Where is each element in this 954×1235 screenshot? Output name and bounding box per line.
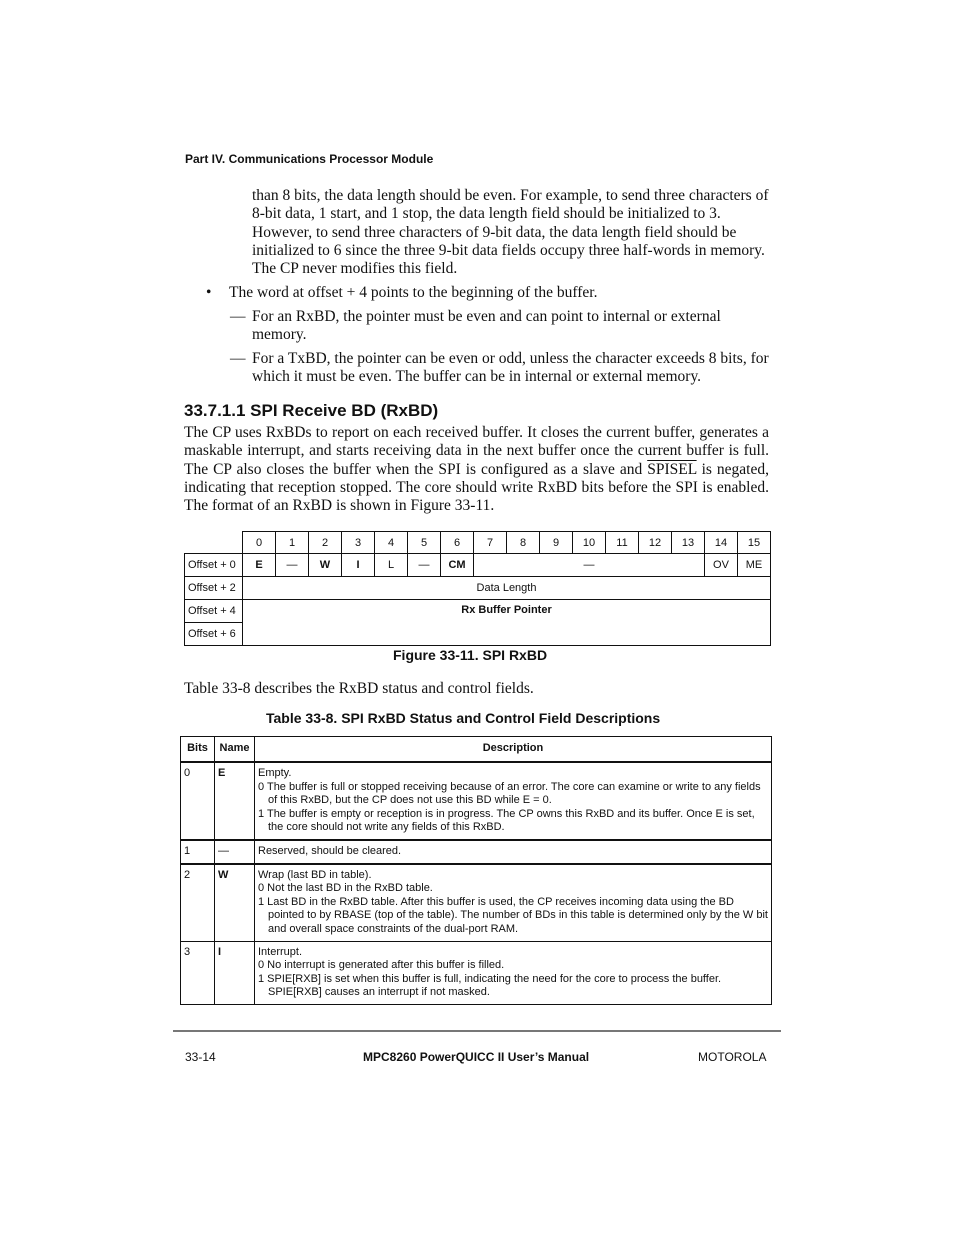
field-e: E xyxy=(243,554,276,577)
running-header: Part IV. Communications Processor Module xyxy=(185,152,434,166)
offset-label: Offset + 4 xyxy=(185,600,243,623)
offset-label: Offset + 6 xyxy=(185,623,243,646)
description-item: 0 No interrupt is generated after this buffer is filled. xyxy=(258,959,505,972)
table-row xyxy=(181,864,772,941)
table-title: Table 33-8. SPI RxBD Status and Control Field Descriptions xyxy=(266,710,661,726)
offset-0-row xyxy=(185,554,771,577)
intro-paragraph: than 8 bits, the data length should be even. For example, to send three characters of 8-bit data, 1 start, and 1 stop, the data length field should be initialized to 3. However, to send three characters of 9-bit data, the data length field should be initialized to 6 since the three 9-bit data fields occupy three half-words in memory. The CP never modifies this field. xyxy=(252,187,769,278)
offset-2-row xyxy=(185,577,771,600)
row-description xyxy=(255,762,772,840)
row-bits: 0 xyxy=(181,762,215,840)
description-title: Wrap (last BD in table). xyxy=(258,868,372,881)
rxbd-bit-diagram xyxy=(184,531,771,646)
row-name: I xyxy=(215,941,255,1004)
field-description-table xyxy=(180,736,772,1005)
bit-number: 14 xyxy=(705,532,738,554)
header-bits: Bits xyxy=(181,737,215,763)
table-row xyxy=(181,840,772,864)
bit-number: 11 xyxy=(606,532,639,554)
row-bits: 1 xyxy=(181,840,215,864)
company-name: MOTOROLA xyxy=(698,1050,767,1064)
table-intro: Table 33-8 describes the RxBD status and control fields. xyxy=(184,680,534,697)
field-cm: CM xyxy=(441,554,474,577)
field-w: W xyxy=(309,554,342,577)
field-l: L xyxy=(375,554,408,577)
description-item: 0 The buffer is full or stopped receiving because of an error. The core can examine or write to any fields of this RxBD, but the CP does not use this BD while E = 0. xyxy=(258,780,761,807)
bit-number: 0 xyxy=(243,532,276,554)
bullet-item xyxy=(206,284,769,302)
description-title: Interrupt. xyxy=(258,945,303,958)
data-length-field: Data Length xyxy=(243,577,771,600)
row-bits: 2 xyxy=(181,864,215,941)
description-title: Empty. xyxy=(258,767,292,779)
field-ov: OV xyxy=(705,554,738,577)
bit-number: 4 xyxy=(375,532,408,554)
manual-title: MPC8260 PowerQUICC II User’s Manual xyxy=(363,1050,590,1064)
body-text: The CP uses RxBDs to report on each received buffer. It closes the current buffer, generates a maskable interrupt, and starts receiving data in the next buffer once the current buffer is full. The CP also closes the buffer when the SPI is configured as a slave and xyxy=(184,424,769,478)
bit-number: 1 xyxy=(276,532,309,554)
bit-number: 7 xyxy=(474,532,507,554)
description-title: Reserved, should be cleared. xyxy=(258,844,402,857)
offset-4-row xyxy=(185,600,771,623)
header-name: Name xyxy=(215,737,255,763)
buffer-pointer-field: Rx Buffer Pointer xyxy=(243,600,771,646)
bit-number: 15 xyxy=(738,532,771,554)
page-number: 33-14 xyxy=(185,1050,216,1064)
row-description xyxy=(255,840,772,864)
sub-bullet-text: For an RxBD, the pointer must be even and can point to internal or external memory. xyxy=(252,308,721,344)
row-name: W xyxy=(215,864,255,941)
figure-caption: Figure 33-11. SPI RxBD xyxy=(393,647,548,663)
corner-cell xyxy=(185,532,243,554)
field-me: ME xyxy=(738,554,771,577)
row-description xyxy=(255,941,772,1004)
bit-number: 2 xyxy=(309,532,342,554)
body-text: is negated, indicating that reception stopped. The core should write RxBD bits before the SPI is enabled. The format of an RxBD is shown in Figure 33-11. xyxy=(184,460,769,515)
field-reserved-span: — xyxy=(474,554,705,577)
sub-bullet-item xyxy=(230,350,772,387)
section-body xyxy=(184,424,769,515)
offset-label: Offset + 0 xyxy=(185,554,243,577)
row-name: E xyxy=(215,762,255,840)
bit-number: 6 xyxy=(441,532,474,554)
row-bits: 3 xyxy=(181,941,215,1004)
row-description xyxy=(255,864,772,941)
bit-number-row xyxy=(185,532,771,554)
description-item: 0 Not the last BD in the RxBD table. xyxy=(258,882,433,895)
row-name: — xyxy=(215,840,255,864)
table-header-row xyxy=(181,737,772,763)
description-item: 1 The buffer is empty or reception is in progress. The CP owns this RxBD and its buffer. Once E is set, the core should not write any fields of this RxBD. xyxy=(258,807,755,834)
bit-number: 8 xyxy=(507,532,540,554)
bit-number: 13 xyxy=(672,532,705,554)
footer-rule xyxy=(173,1030,781,1032)
field-reserved: — xyxy=(408,554,441,577)
bullet-mark: • xyxy=(206,284,212,301)
table-row xyxy=(181,941,772,1004)
description-item: 1 Last BD in the RxBD table. After this buffer is used, the CP receives incoming data using the BD pointed to by RBASE (top of the table). The number of BDs in this table is determined only by the W bit and overall space constraints of the dual-port RAM. xyxy=(258,895,768,935)
dash-mark: — xyxy=(230,308,246,325)
field-i: I xyxy=(342,554,375,577)
sub-bullet-item xyxy=(230,308,772,345)
dash-mark: — xyxy=(230,350,246,367)
header-description: Description xyxy=(255,737,772,763)
bit-number: 5 xyxy=(408,532,441,554)
bullet-text: The word at offset + 4 points to the beginning of the buffer. xyxy=(229,284,598,301)
bit-number: 9 xyxy=(540,532,573,554)
bit-number: 3 xyxy=(342,532,375,554)
bit-number: 10 xyxy=(573,532,606,554)
offset-label: Offset + 2 xyxy=(185,577,243,600)
field-reserved: — xyxy=(276,554,309,577)
description-item: 1 SPIE[RXB] is set when this buffer is full, indicating the need for the core to process the buffer. SPIE[RXB] causes an interrupt if not masked. xyxy=(258,972,722,999)
section-heading: 33.7.1.1 SPI Receive BD (RxBD) xyxy=(184,401,439,420)
sub-bullet-text: For a TxBD, the pointer can be even or odd, unless the character exceeds 8 bits, for which it must be even. The buffer can be in internal or external memory. xyxy=(252,350,769,386)
table-row xyxy=(181,762,772,840)
bit-number: 12 xyxy=(639,532,672,554)
spisel-signal: SPISEL xyxy=(647,460,697,478)
